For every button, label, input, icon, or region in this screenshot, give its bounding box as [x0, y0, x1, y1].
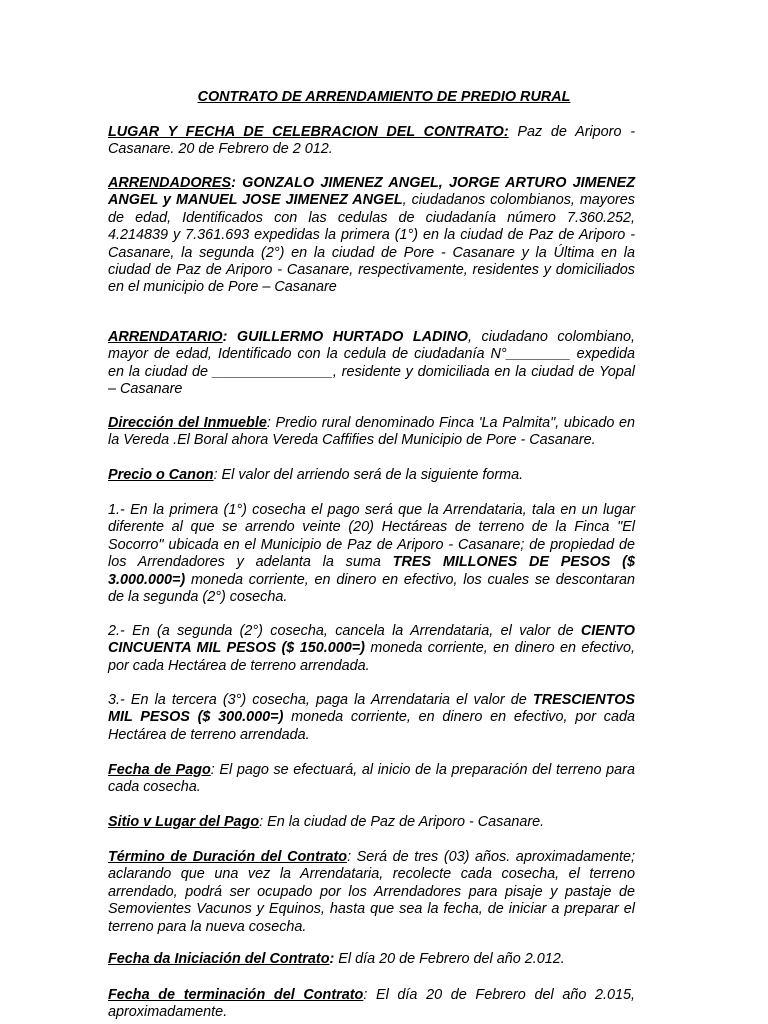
- sitio-paragraph: [108, 814, 635, 831]
- terminacion-text: : El día 20 de Febrero del año 2.015, aproximadamente.: [108, 987, 635, 1021]
- precio-label: Precio o Canon: [108, 467, 214, 483]
- item2-amount: CIENTO CINCUENTA MIL PESOS ($ 150.000=): [108, 623, 635, 657]
- terminacion-label: Fecha de terminación del Contrato: [108, 987, 364, 1003]
- item2-text-start: 2.- En (a segunda (2°) cosecha, cancela la Arrendataria, el valor de: [108, 623, 581, 639]
- termino-label: Término de Duración del Contrato: [108, 849, 348, 865]
- item1-text-start: 1.- En la primera (1°) cosecha el pago será que la Arrendataria, tala en un lugar diferente al que se arrendo veinte (20) Hectáreas de terreno de la Finca "El Socorro" ubicada en el Municipio de Paz de Ariporo - Casanare; de propiedad de los Arrendadores y adelanta la suma: [108, 502, 635, 571]
- iniciacion-text: El día 20 de Febrero del año 2.012.: [334, 951, 565, 967]
- arrendatario-label: ARRENDATARIO: [108, 329, 223, 345]
- document-title: CONTRATO DE ARRENDAMIENTO DE PREDIO RURAL: [197, 89, 571, 105]
- arrendatario-name: GUILLERMO HURTADO LADINO: [227, 329, 468, 345]
- direccion-paragraph: [108, 415, 635, 450]
- direccion-label: Dirección del Inmueble: [108, 415, 267, 431]
- fecha-pago-text: : El pago se efectuará, al inicio de la preparación del terreno para cada cosecha.: [108, 762, 635, 796]
- iniciacion-label: Fecha da Iniciación del Contrato: [108, 951, 330, 967]
- item1-text-end: moneda corriente, en dinero en efectivo, los cuales se descontaran de la segunda (2°) cosecha.: [108, 571, 635, 606]
- item3-text-start: 3.- En la tercera (3°) cosecha, paga la Arrendataria el valor de: [108, 692, 533, 708]
- item2-text-end: moneda corriente, en dinero en efectivo, por cada Hectárea de terreno arrendada.: [108, 640, 636, 674]
- termino-text: : Será de tres (03) años. aproximadamente; aclarando que una vez la Arrendataria, recolecte cada cosecha, el terreno arrendado, podrá ser ocupado por los Arrendadores para pisaje y pastaje de Semovientes Vacunos y Equinos, hasta que sea la fecha, de iniciar a preparar el terreno para la nueva cosecha.: [108, 849, 635, 935]
- item1-amount: TRES MILLONES DE PESOS ($ 3.000.000=): [108, 554, 635, 588]
- terminacion-paragraph: [108, 987, 635, 1022]
- payment-item-3: [108, 692, 635, 744]
- arrendadores-names: GONZALO JIMENEZ ANGEL, JORGE ARTURO JIMENEZ ANGEL y MANUEL JOSE JIMENEZ ANGEL: [108, 175, 635, 209]
- direccion-text: : Predio rural denominado Finca 'La Palmita", ubicado en la Vereda .El Boral ahora Vereda Caffifies del Municipio de Pore - Casanare.: [108, 415, 635, 449]
- precio-text: : El valor del arriendo será de la siguiente forma.: [213, 467, 524, 483]
- arrendadores-label: ARRENDADORES: [108, 175, 232, 191]
- arrendadores-text: , ciudadanos colombianos, mayores de edad, Identificados con las cedulas de ciudadanía número 7.360.252, 4.214839 y 7.361.693 expedidas la primera (1°) en la ciudad de Paz de Ariporo - Casanare, la segunda (2°) en la ciudad de Pore - Casanare y la Última en la ciudad de Paz de Ariporo - Casanare, respectivamente, residentes y domiciliados en el municipio de Pore – Casanare: [108, 192, 635, 296]
- fecha-pago-paragraph: [108, 762, 635, 797]
- item3-amount: TRESCIENTOS MIL PESOS ($ 300.000=): [108, 692, 635, 726]
- payment-item-1: [108, 502, 635, 606]
- precio-paragraph: [108, 467, 635, 484]
- arrendatario-text: , ciudadano colombiano, mayor de edad, Identificado con la cedula de ciudadanía N°________ expedida en la ciudad de _______________, residente y domiciliada en la ciudad de Yopal – Casanare: [108, 329, 636, 398]
- iniciacion-paragraph: [108, 951, 635, 968]
- iniciacion-colon: :: [329, 951, 335, 967]
- arrendatario-paragraph: [108, 329, 635, 399]
- arrendadores-colon: :: [231, 175, 236, 191]
- fecha-pago-label: Fecha de Pago: [108, 762, 211, 778]
- arrendatario-colon: :: [222, 329, 228, 345]
- arrendadores-paragraph: [108, 175, 635, 297]
- lugar-label: LUGAR Y FECHA DE CELEBRACION DEL CONTRATO:: [108, 124, 509, 140]
- sitio-text: : En la ciudad de Paz de Ariporo - Casanare.: [259, 814, 545, 830]
- sitio-label: Sitio v Lugar del Pago: [108, 814, 260, 830]
- item3-text-end: moneda corriente, en dinero en efectivo, por cada Hectárea de terreno arrendada.: [108, 709, 635, 743]
- payment-item-2: [108, 623, 635, 675]
- lugar-paragraph: [108, 124, 635, 159]
- termino-paragraph: [108, 849, 635, 936]
- lugar-text: Paz de Ariporo - Casanare. 20 de Febrero de 2 012.: [108, 124, 635, 158]
